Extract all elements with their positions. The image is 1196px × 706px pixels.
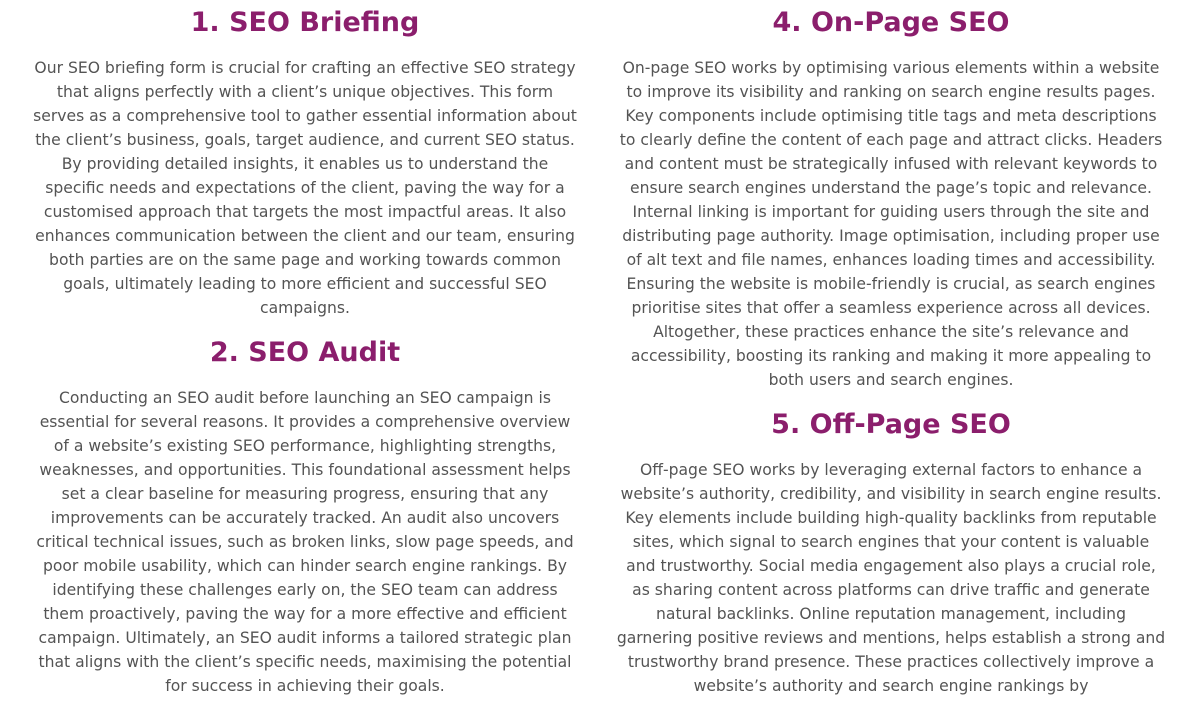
seo-briefing-section bbox=[30, 0, 580, 320]
section-body: Conducting an SEO audit before launching an SEO campaign is essential for several reasons. It provides a comprehensive overview of a website’s existing SEO performance, highlighting strengths, weaknesses, and opportunities. This foundational assessment helps set a clear baseline for measuring progress, ensuring that any improvements can be accurately tracked. An audit also uncovers critical technical issues, such as broken links, slow page speeds, and poor mobile usability, which can hinder search engine rankings. By identifying these challenges early on, the SEO team can address them proactively, paving the way for a more effective and efficient campaign. Ultimately, an SEO audit informs a tailored strategic plan that aligns with the client’s specific needs, maximising the potential for success in achieving their goals. bbox=[36, 389, 574, 695]
section-body: On-page SEO works by optimising various elements within a website to improve its visibility and ranking on search engine results pages. Key components include optimising title tags and meta descriptions to clearly define the content of each page and attract clicks. Headers and content must be strategically infused with relevant keywords to ensure search engines understand the page’s topic and relevance. Internal linking is important for guiding users through the site and distributing page authority. Image optimisation, including proper use of alt text and file names, enhances loading times and accessibility. Ensuring the website is mobile-friendly is crucial, as search engines prioritise sites that offer a seamless experience across all devices. Altogether, these practices enhance the site’s relevance and accessibility, boosting its ranking and making it more appealing to both users and search engines. bbox=[619, 59, 1163, 389]
section-heading: 2. SEO Audit bbox=[209, 337, 401, 368]
section-heading: 4. On-Page SEO bbox=[772, 7, 1010, 38]
seo-audit-section bbox=[30, 330, 580, 698]
section-body: Off-page SEO works by leveraging external factors to enhance a website’s authority, credibility, and visibility in search engine results. Key elements include building high-quality backlinks from reputable sites, which signal to search engines that your content is valuable and trustworthy. Social media engagement also plays a crucial role, as sharing content across platforms can drive traffic and generate natural backlinks. Online reputation management, including garnering positive reviews and mentions, helps establish a strong and trustworthy brand presence. These practices collectively improve a website’s authority and search engine rankings by bbox=[616, 461, 1166, 695]
section-heading: 5. Off-Page SEO bbox=[771, 409, 1011, 440]
left-column bbox=[30, 0, 580, 706]
right-column bbox=[616, 0, 1166, 706]
off-page-seo-section bbox=[616, 402, 1166, 698]
section-heading: 1. SEO Briefing bbox=[190, 7, 420, 38]
on-page-seo-section bbox=[616, 0, 1166, 392]
section-body: Our SEO briefing form is crucial for crafting an effective SEO strategy that aligns perfectly with a client’s unique objectives. This form serves as a comprehensive tool to gather essential information about the client’s business, goals, target audience, and current SEO status. By providing detailed insights, it enables us to understand the specific needs and expectations of the client, paving the way for a customised approach that targets the most impactful areas. It also enhances communication between the client and our team, ensuring both parties are on the same page and working towards common goals, ultimately leading to more efficient and successful SEO campaigns. bbox=[33, 59, 577, 317]
